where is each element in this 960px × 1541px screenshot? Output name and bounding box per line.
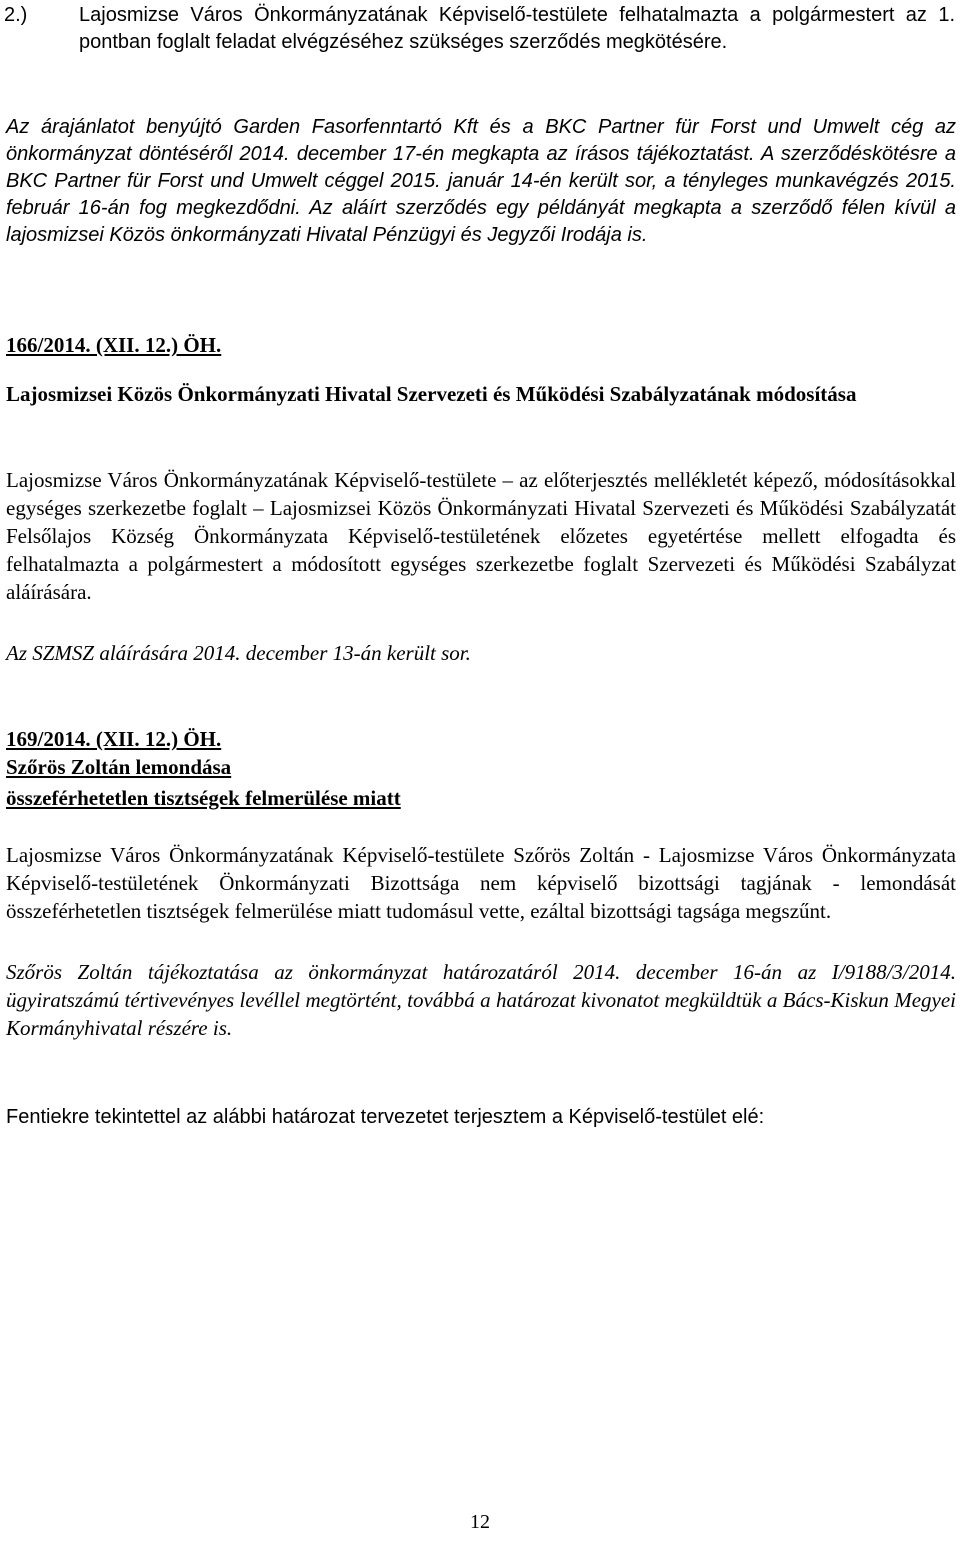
resolution-169-note: Szőrös Zoltán tájékoztatása az önkormányzat határozatáról 2014. december 16-án az I/9188/3/2014. ügyiratszámú tértivevényes levéllel megtörtént, továbbá a határozat kivonatot megküldtük a Bács-Kiskun Megyei Kormányhivatal részére is.: [6, 960, 956, 1040]
resolution-166-note: Az SZMSZ aláírására 2014. december 13-án került sor.: [6, 641, 471, 665]
list-item-number: 2.): [4, 4, 28, 26]
page-number: 12: [470, 1511, 490, 1533]
resolution-166-number: 166/2014. (XII. 12.) ÖH.: [6, 333, 222, 357]
italic-note-contract: Az árajánlatot benyújtó Garden Fasorfenntartó Kft és a BKC Partner für Forst und Umwelt cég az önkormányzat döntéséről 2014. december 17-én megkapta az írásos tájékoztatást. A szerződéskötésre a BKC Partner für Forst und Umwelt céggel 2015. január 14-én került sor, a tényleges munkavégzés 2015. február 16-án fog megkezdődni. Az aláírt szerződés egy példányát megkapta a szerződő félen kívül a lajosmizsei Közös önkormányzati Hivatal Pénzügyi és Jegyzői Irodája is.: [6, 116, 956, 246]
list-item-text: Lajosmizse Város Önkormányzatának Képviselő-testülete felhatalmazta a polgármestert az 1. pontban foglalt feladat elvégzéséhez szükséges szerződés megkötésére.: [79, 4, 955, 53]
resolution-166-body: Lajosmizse Város Önkormányzatának Képviselő-testülete – az előterjesztés mellékletét képező, módosításokkal egységes szerkezetbe foglalt – Lajosmizsei Közös Önkormányzati Hivatal Szervezeti és Működési Szabályzatát Felsőlajos Község Önkormányzata Képviselő-testületének előzetes egyetértése mellett elfogadta és felhatalmazta a polgármestert a módosított egységes szerkezetbe foglalt Szervezeti és Működési Szabályzat aláírására.: [6, 468, 956, 604]
resolution-166-title: Lajosmizsei Közös Önkormányzati Hivatal Szervezeti és Működési Szabályzatának módosítása: [6, 382, 857, 406]
resolution-169-body: Lajosmizse Város Önkormányzatának Képviselő-testülete Szőrös Zoltán - Lajosmizse Város Önkormányzata Képviselő-testületének Önkormányzati Bizottsága nem képviselő bizottsági tagjának - lemondását összeférhetetlen tisztségek felmerülése miatt tudomásul vette, ezáltal bizottsági tagsága megszűnt.: [6, 843, 956, 923]
resolution-169-title-line1: Szőrös Zoltán lemondása: [6, 755, 232, 779]
resolution-169-title-line2: összeférhetetlen tisztségek felmerülése miatt: [6, 786, 401, 810]
resolution-169-number: 169/2014. (XII. 12.) ÖH.: [6, 727, 222, 751]
closing-paragraph: Fentiekre tekintettel az alábbi határozat tervezetet terjesztem a Képviselő-testület elé:: [6, 1106, 765, 1128]
